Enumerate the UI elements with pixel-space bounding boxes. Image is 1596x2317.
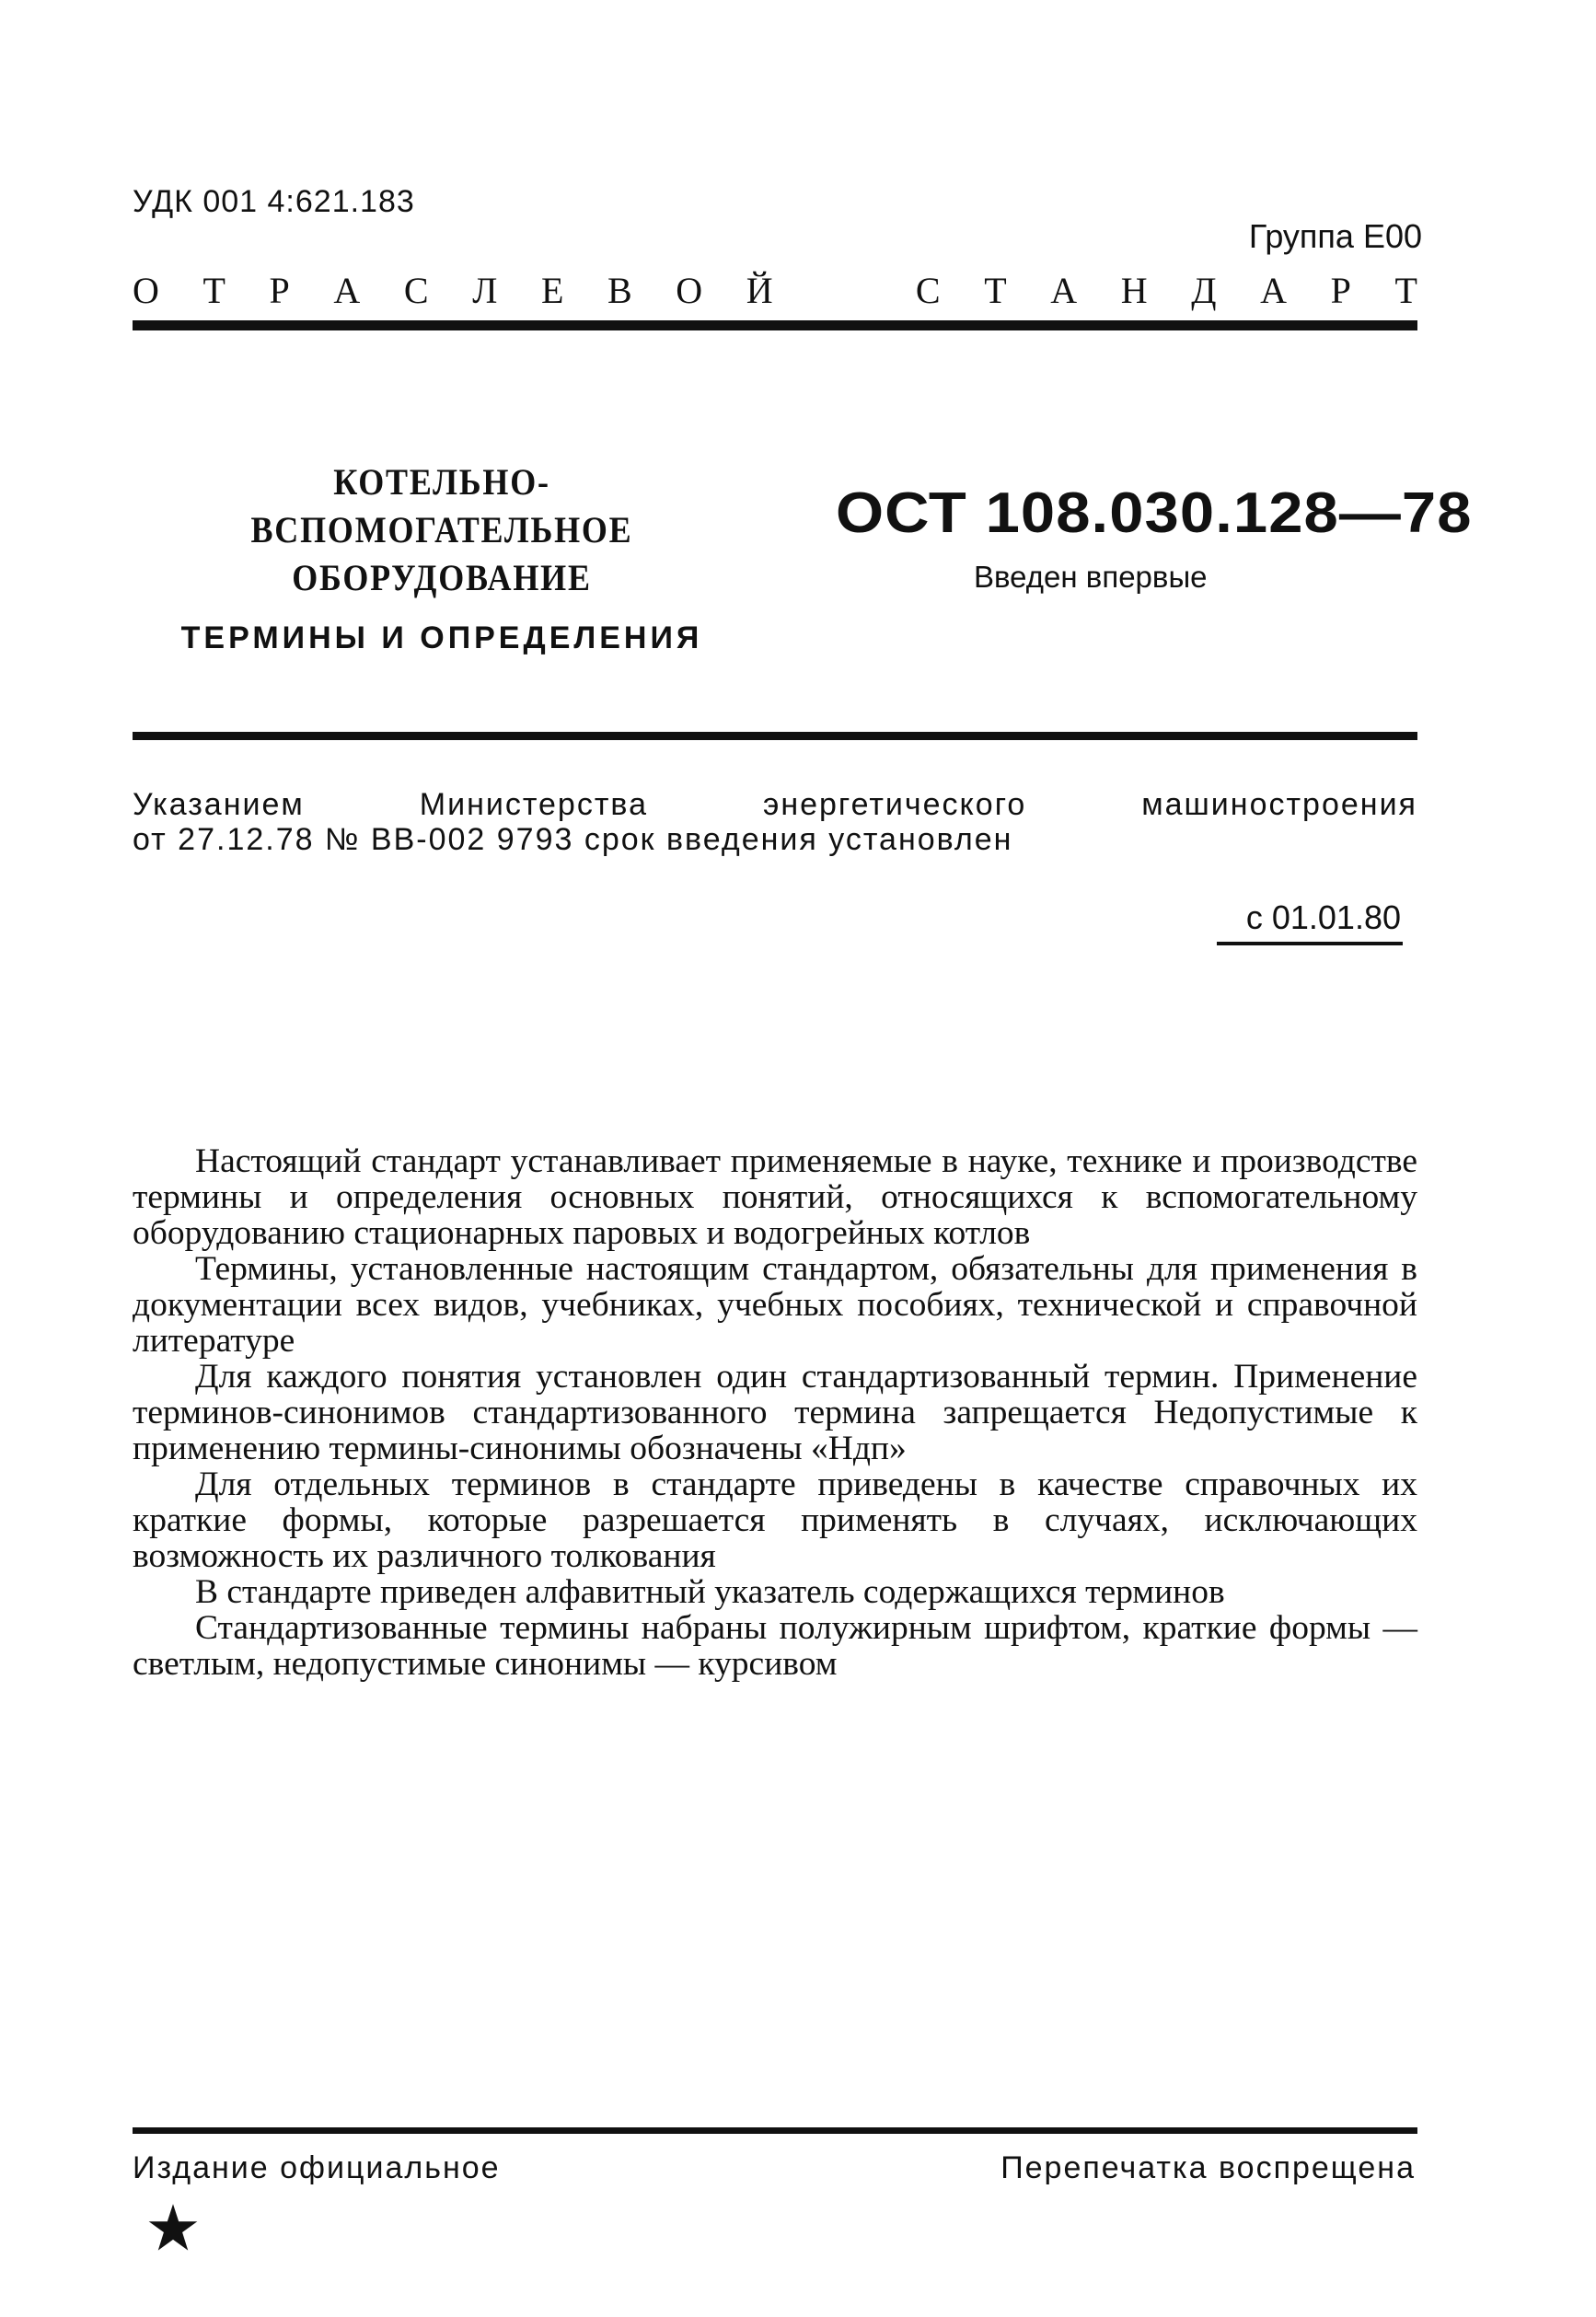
- banner-letter: Е: [540, 270, 564, 311]
- order-word: Указанием: [133, 787, 305, 822]
- banner-gap: [816, 269, 872, 312]
- order-word: Министерства: [419, 787, 649, 822]
- banner-letter: А: [333, 270, 361, 311]
- banner-letter: А: [1050, 270, 1078, 311]
- udk-code: УДК 001 4:621.183: [133, 184, 415, 219]
- standard-title: [138, 458, 746, 656]
- star-icon: [147, 2202, 199, 2253]
- banner-letter: О: [133, 270, 159, 311]
- order-line-1: [133, 787, 1417, 823]
- header-rule: [133, 320, 1417, 330]
- body-text: [133, 1143, 1417, 1682]
- paragraph: Стандартизованные термины набраны полужирным шрифтом, краткие формы — светлым, недопустимые синонимы — курсивом: [133, 1609, 1417, 1683]
- title-rule: [133, 732, 1417, 740]
- banner-letter: С: [915, 270, 941, 311]
- effective-date: с 01.01.80: [1245, 898, 1401, 936]
- paragraph: Термины, установленные настоящим стандартом, обязательны для применения в документации всех видов, учебниках, учебных пособиях, технической и справочной литературе: [133, 1250, 1417, 1360]
- banner-letter: Д: [1191, 270, 1217, 311]
- title-line-2: ОБОРУДОВАНИЕ: [292, 557, 592, 598]
- date-underline: [1217, 942, 1403, 945]
- introduced-note: Введен впервые: [974, 560, 1208, 594]
- standard-code: ОСТ 108.030.128—78: [836, 481, 1473, 545]
- banner-letter: Н: [1120, 270, 1148, 311]
- banner-letter: В: [607, 270, 632, 311]
- title-subtitle: ТЕРМИНЫ И ОПРЕДЕЛЕНИЯ: [180, 620, 703, 655]
- banner-letter: Т: [984, 270, 1007, 311]
- reprint-notice: Перепечатка воспрещена: [1000, 2150, 1416, 2185]
- paragraph: Для каждого понятия установлен один стандартизованный термин. Применение терминов-синонимов стандартизованного термина запрещается Недопустимые к применению термины-синонимы обозначены «Ндп»: [133, 1358, 1417, 1467]
- banner-letter: С: [403, 270, 429, 311]
- group-code: Группа Е00: [1248, 217, 1422, 255]
- standard-banner: [133, 269, 1417, 312]
- banner-letter: Й: [746, 270, 773, 311]
- banner-letter: Р: [269, 270, 290, 311]
- edition-label: Издание официальное: [133, 2150, 501, 2185]
- title-line-1: КОТЕЛЬНО-ВСПОМОГАТЕЛЬНОЕ: [250, 461, 633, 550]
- banner-letter: А: [1260, 270, 1288, 311]
- order-word: машиностроения: [1141, 787, 1417, 822]
- banner-letter: О: [676, 270, 703, 311]
- paragraph: Настоящий стандарт устанавливает применяемые в науке, технике и производстве термины и определения основных понятий, относящихся к вспомогательному оборудованию стационарных паровых и водогрейных котлов: [133, 1142, 1417, 1252]
- banner-letter: Л: [472, 270, 498, 311]
- order-word: энергетического: [762, 787, 1027, 822]
- order-line-2: от 27.12.78 № ВВ-002 9793 срок введения установлен: [133, 822, 1013, 857]
- paragraph: В стандарте приведен алфавитный указатель содержащихся терминов: [195, 1573, 1225, 1611]
- paragraph: Для отдельных терминов в стандарте приведены в качестве справочных их краткие формы, которые разрешается применять в случаях, исключающих возможность их различного толкования: [133, 1466, 1417, 1575]
- banner-letter: Т: [1394, 270, 1417, 311]
- banner-letter: Т: [202, 270, 226, 311]
- banner-letter: Р: [1330, 270, 1351, 311]
- footer-rule: [133, 2127, 1417, 2134]
